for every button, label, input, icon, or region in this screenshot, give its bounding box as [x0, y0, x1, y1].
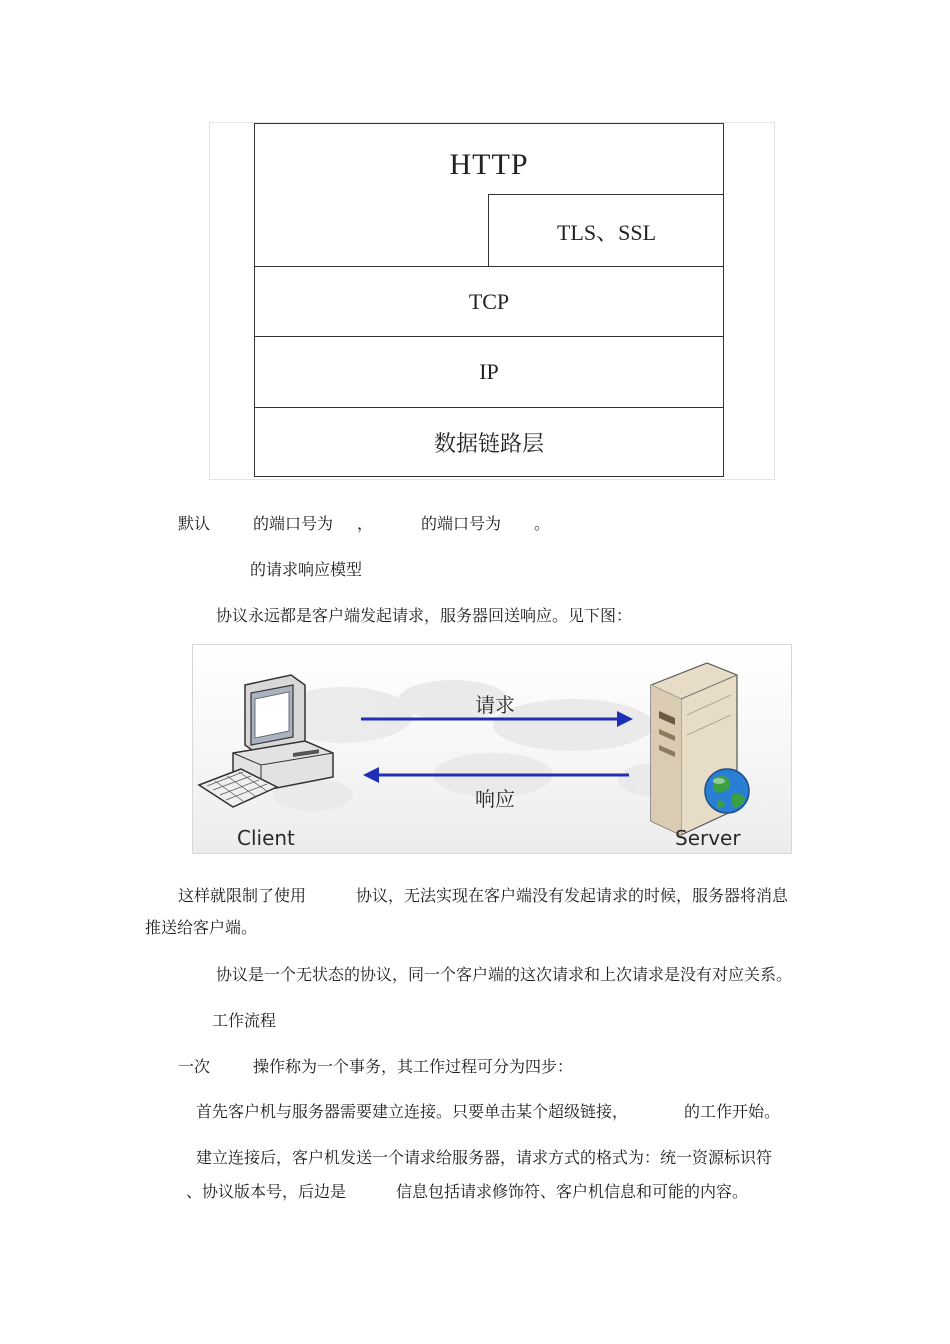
request-response-diagram: [192, 644, 792, 854]
step1-text-a: 首先客户机与服务器需要建立连接。只要单击某个超级链接，: [196, 1102, 629, 1121]
port-text-b: 的端口号为: [253, 514, 334, 533]
request-response-svg: [193, 645, 792, 854]
model-heading: 的请求响应模型: [250, 560, 363, 579]
limit-line2: 推送给客户端。: [145, 918, 258, 937]
port-text-d: 的端口号为: [421, 514, 502, 533]
port-text-a: 默认: [178, 514, 211, 533]
layer-ip: [254, 336, 724, 408]
step2-line1: 建立连接后，客户机发送一个请求给服务器，请求方式的格式为：统一资源标识符: [196, 1148, 773, 1167]
layer-ip-label: IP: [479, 359, 499, 384]
layer-tcp: [254, 266, 724, 337]
layer-data-link-label: 数据链路层: [433, 430, 544, 456]
step2-line2-a: 、协议版本号，后边是: [186, 1182, 347, 1201]
limit-line1-a: 这样就限制了使用: [178, 886, 307, 905]
layer-tcp-label: TCP: [468, 288, 510, 314]
step1-text-b: 的工作开始。: [684, 1102, 781, 1121]
layer-tls-ssl-label: TLS、SSL: [556, 219, 657, 245]
layer-tls-ssl: [488, 194, 724, 267]
workflow-heading: 工作流程: [212, 1011, 277, 1030]
server-label: Server: [675, 826, 741, 850]
response-label: 响应: [475, 787, 515, 811]
model-intro: 协议永远都是客户端发起请求，服务器回送响应。见下图：: [216, 606, 633, 625]
port-text-c: ，: [357, 514, 374, 533]
transaction-text-a: 一次: [178, 1057, 211, 1076]
client-label: Client: [237, 826, 295, 850]
port-text-e: 。: [534, 514, 551, 533]
layer-data-link: [254, 407, 724, 477]
transaction-text-b: 操作称为一个事务，其工作过程可分为四步：: [253, 1057, 574, 1076]
layer-http-label: HTTP: [449, 148, 529, 181]
globe-icon: [705, 769, 749, 813]
stateless-text: 协议是一个无状态的协议，同一个客户端的这次请求和上次请求是没有对应关系。: [216, 965, 793, 984]
step2-line2-b: 信息包括请求修饰符、客户机信息和可能的内容。: [396, 1182, 749, 1201]
request-label: 请求: [475, 693, 515, 717]
limit-line1-b: 协议，无法实现在客户端没有发起请求的时候，服务器将消息: [356, 886, 789, 905]
